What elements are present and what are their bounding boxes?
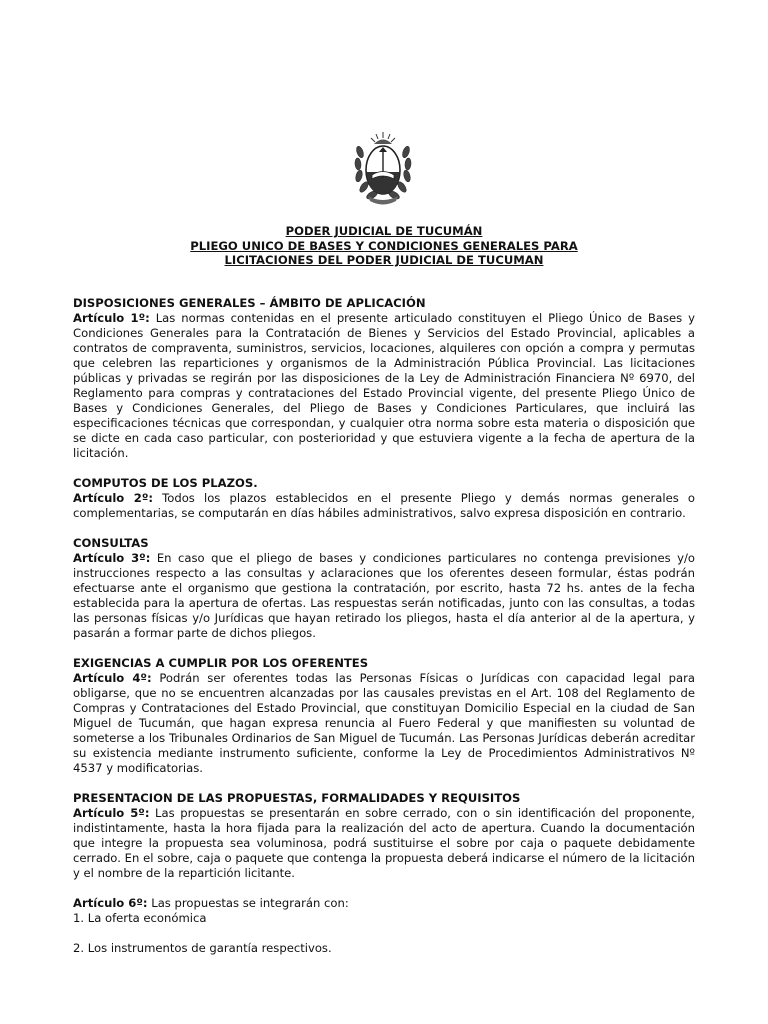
document-title-line-1: PLIEGO UNICO DE BASES Y CONDICIONES GENERALES PARA bbox=[190, 238, 578, 253]
article-text: Podrán ser oferentes todas las Personas Físicas o Jurídicas con capacidad legal para obligarse, que no se encuentren alcanzadas por las causales previstas en el Art. 108 del Reglamento de Compras y Contrataciones del Estado Provincial, que constituyan Domicilio Especial en la ciudad de San Miguel de Tucumán, que hagan expresa renuncia al Fuero Federal y que manifiesten su voluntad de someterse a los Tribunales Ordinarios de San Miguel de Tucumán. Las Personas Jurídicas deberán acreditar su existencia mediante instrumento suficiente, conforme la Ley de Procedimientos Administrativos Nº 4537 y modificatorias. bbox=[73, 671, 695, 775]
article-label: Artículo 4º: bbox=[73, 671, 152, 685]
court-name: PODER JUDICIAL DE TUCUMÁN bbox=[285, 224, 483, 238]
article-5 bbox=[73, 806, 695, 881]
document-title-line-2: LICITACIONES DEL PODER JUDICIAL DE TUCUMAN bbox=[224, 253, 544, 267]
article-label: Artículo 6º: bbox=[73, 896, 148, 910]
article-1 bbox=[73, 311, 695, 461]
article-text: Las propuestas se integrarán con: bbox=[147, 896, 349, 910]
article-label: Artículo 2º: bbox=[73, 491, 154, 505]
coat-of-arms-icon bbox=[352, 130, 414, 206]
article-2 bbox=[73, 491, 695, 521]
article-3 bbox=[73, 551, 695, 641]
list-item: 1. La oferta económica bbox=[73, 911, 207, 925]
section-title: COMPUTOS DE LOS PLAZOS. bbox=[73, 476, 258, 490]
article-text: Las propuestas se presentarán en sobre cerrado, con o sin identificación del proponente, indistintamente, hasta la hora fijada para la realización del acto de apertura. Cuando la documentación que integre la propuesta sea voluminosa, podrá sustituirse el sobre por caja o paquete debidamente cerrado. En el sobre, caja o paquete que contenga la propuesta deberá indicarse el número de la licitación y el nombre de la repartición licitante. bbox=[73, 806, 695, 880]
section-title: PRESENTACION DE LAS PROPUESTAS, FORMALIDADES Y REQUISITOS bbox=[73, 791, 521, 805]
article-label: Artículo 5º: bbox=[73, 806, 150, 820]
document-body bbox=[73, 296, 695, 956]
article-text: Todos los plazos establecidos en el presente Pliego y demás normas generales o complementarias, se computarán en días hábiles administrativos, salvo expresa disposición en contrario. bbox=[73, 491, 695, 520]
section-title: EXIGENCIAS A CUMPLIR POR LOS OFERENTES bbox=[73, 656, 369, 670]
article-text: En caso que el pliego de bases y condiciones particulares no contenga previsiones y/o instrucciones respecto a las consultas y aclaraciones que los oferentes deseen formular, éstas podrán efectuarse ante el organismo que gestiona la contratación, por escrito, hasta 72 hs. antes de la fecha establecida para la apertura de ofertas. Las respuestas serán notificadas, junto con las consultas, a todas las personas físicas y/o Jurídicas que hayan retirado los pliegos, hasta el día anterior al de la apertura, y pasarán a formar parte de dichos pliegos. bbox=[73, 551, 695, 640]
article-label: Artículo 3º: bbox=[73, 551, 151, 565]
article-6 bbox=[73, 896, 695, 911]
section-title: DISPOSICIONES GENERALES – ÁMBITO DE APLICACIÓN bbox=[73, 296, 426, 310]
article-4 bbox=[73, 671, 695, 776]
document-header bbox=[73, 224, 695, 268]
article-text: Las normas contenidas en el presente articulado constituyen el Pliego Único de Bases y Condiciones Generales para la Contratación de Bienes y Servicios del Estado Provincial, aplicables a contratos de compraventa, suministros, servicios, locaciones, alquileres con opción a compra y permutas que celebren las reparticiones y organismos de la Administración Pública Provincial. Las licitaciones públicas y privadas se regirán por las disposiciones de la Ley de Administración Financiera Nº 6970, del Reglamento para compras y contrataciones del Estado Provincial vigente, del presente Pliego Único de Bases y Condiciones Generales, del Pliego de Bases y Condiciones Particulares, que incluirá las especificaciones técnicas que correspondan, y cualquier otra norma sobre esta materia o disposición que se dicte en cada caso particular, con posterioridad y que estuviera vigente a la fecha de apertura de la licitación. bbox=[73, 311, 695, 460]
section-title: CONSULTAS bbox=[73, 536, 149, 550]
article-label: Artículo 1º: bbox=[73, 311, 150, 325]
list-item: 2. Los instrumentos de garantía respectivos. bbox=[73, 941, 332, 955]
